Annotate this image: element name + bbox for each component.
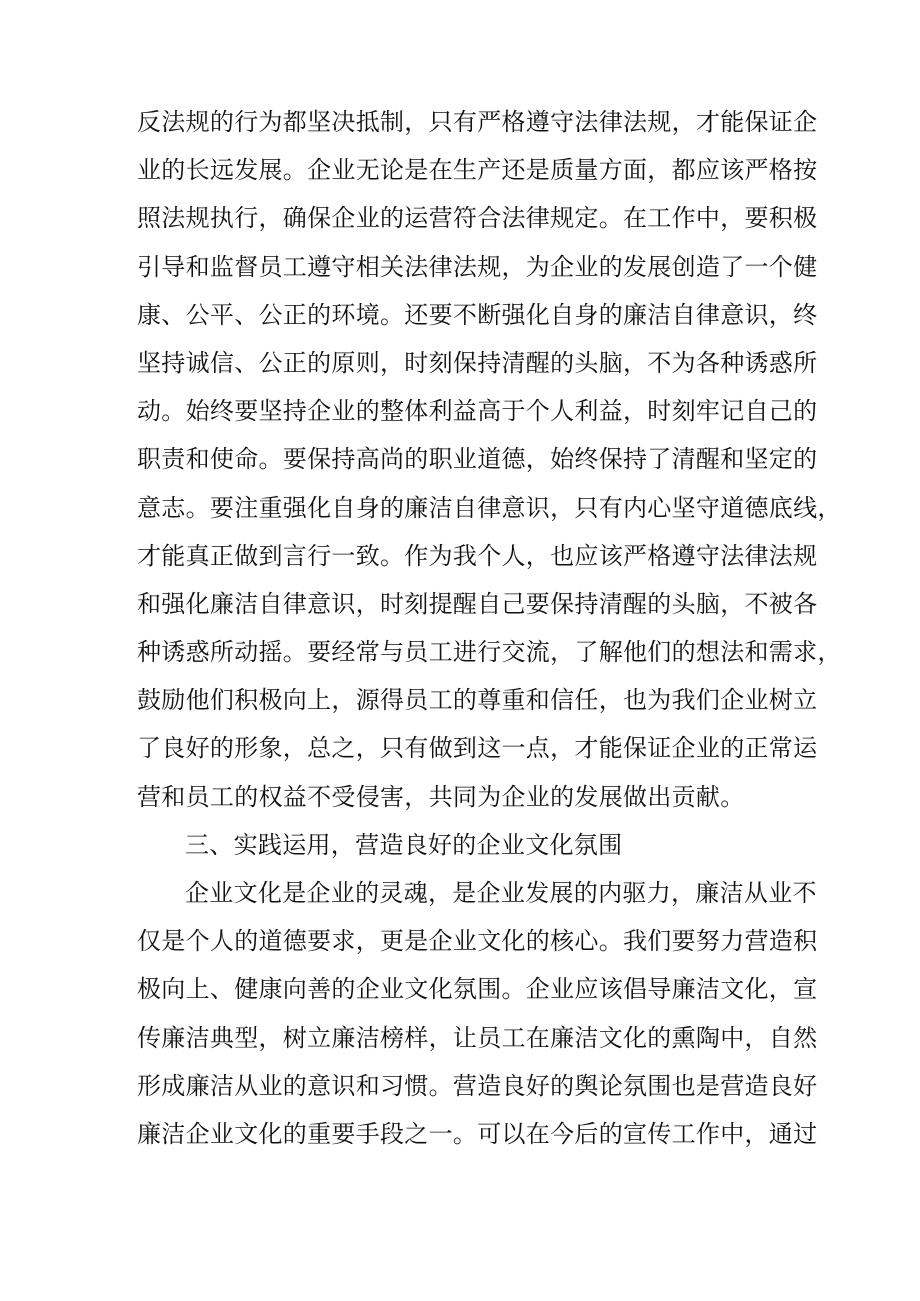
text-line: 鼓励他们积极向上，源得员工的尊重和信任，也为我们企业树立 bbox=[137, 686, 818, 715]
text-line: 职责和使命。要保持高尚的职业道德，始终保持了清醒和坚定的 bbox=[137, 445, 818, 474]
paragraph-first-line: 企业文化是企业的灵魂，是企业发展的内驱力，廉洁从业不 bbox=[185, 879, 817, 907]
text-line: 和强化廉洁自律意识，时刻提醒自己要保持清醒的头脑，不被各 bbox=[137, 589, 818, 618]
text-line: 才能真正做到言行一致。作为我个人，也应该严格遵守法律法规 bbox=[137, 541, 818, 570]
text-line: 营和员工的权益不受侵害，共同为企业的发展做出贡献。 bbox=[137, 782, 745, 811]
text-line: 反法规的行为都坚决抵制，只有严格遵守法律法规，才能保证企 bbox=[137, 108, 818, 136]
text-line: 坚持诚信、公正的原则，时刻保持清醒的头脑，不为各种诱惑所 bbox=[137, 348, 818, 377]
text-line: 了良好的形象，总之，只有做到这一点，才能保证企业的正常运 bbox=[137, 734, 818, 763]
text-line: 照法规执行，确保企业的运营符合法律规定。在工作中，要积极 bbox=[137, 204, 818, 233]
text-line: 种诱惑所动摇。要经常与员工进行交流，了解他们的想法和需求， bbox=[137, 638, 842, 667]
section-heading: 三、实践运用，营造良好的企业文化氛围 bbox=[185, 830, 623, 859]
text-line: 业的长远发展。企业无论是在生产还是质量方面，都应该严格按 bbox=[137, 156, 818, 185]
text-line: 动。始终要坚持企业的整体利益高于个人利益，时刻牢记自己的 bbox=[137, 397, 818, 426]
text-line: 传廉洁典型，树立廉洁榜样，让员工在廉洁文化的熏陶中，自然 bbox=[137, 1023, 818, 1052]
text-line: 引导和监督员工遵守相关法律法规，为企业的发展创造了一个健 bbox=[137, 252, 818, 281]
text-line: 意志。要注重强化自身的廉洁自律意识，只有内心坚守道德底线， bbox=[137, 493, 842, 522]
text-line: 廉洁企业文化的重要手段之一。可以在今后的宣传工作中，通过 bbox=[137, 1119, 818, 1148]
body-text bbox=[137, 98, 842, 1158]
text-line: 极向上、健康向善的企业文化氛围。企业应该倡导廉洁文化，宣 bbox=[137, 975, 818, 1004]
text-line: 仅是个人的道德要求，更是企业文化的核心。我们要努力营造积 bbox=[137, 927, 818, 956]
text-line: 形成廉洁从业的意识和习惯。营造良好的舆论氛围也是营造良好 bbox=[137, 1071, 818, 1100]
text-line: 康、公平、公正的环境。还要不断强化自身的廉洁自律意识，终 bbox=[137, 300, 818, 329]
